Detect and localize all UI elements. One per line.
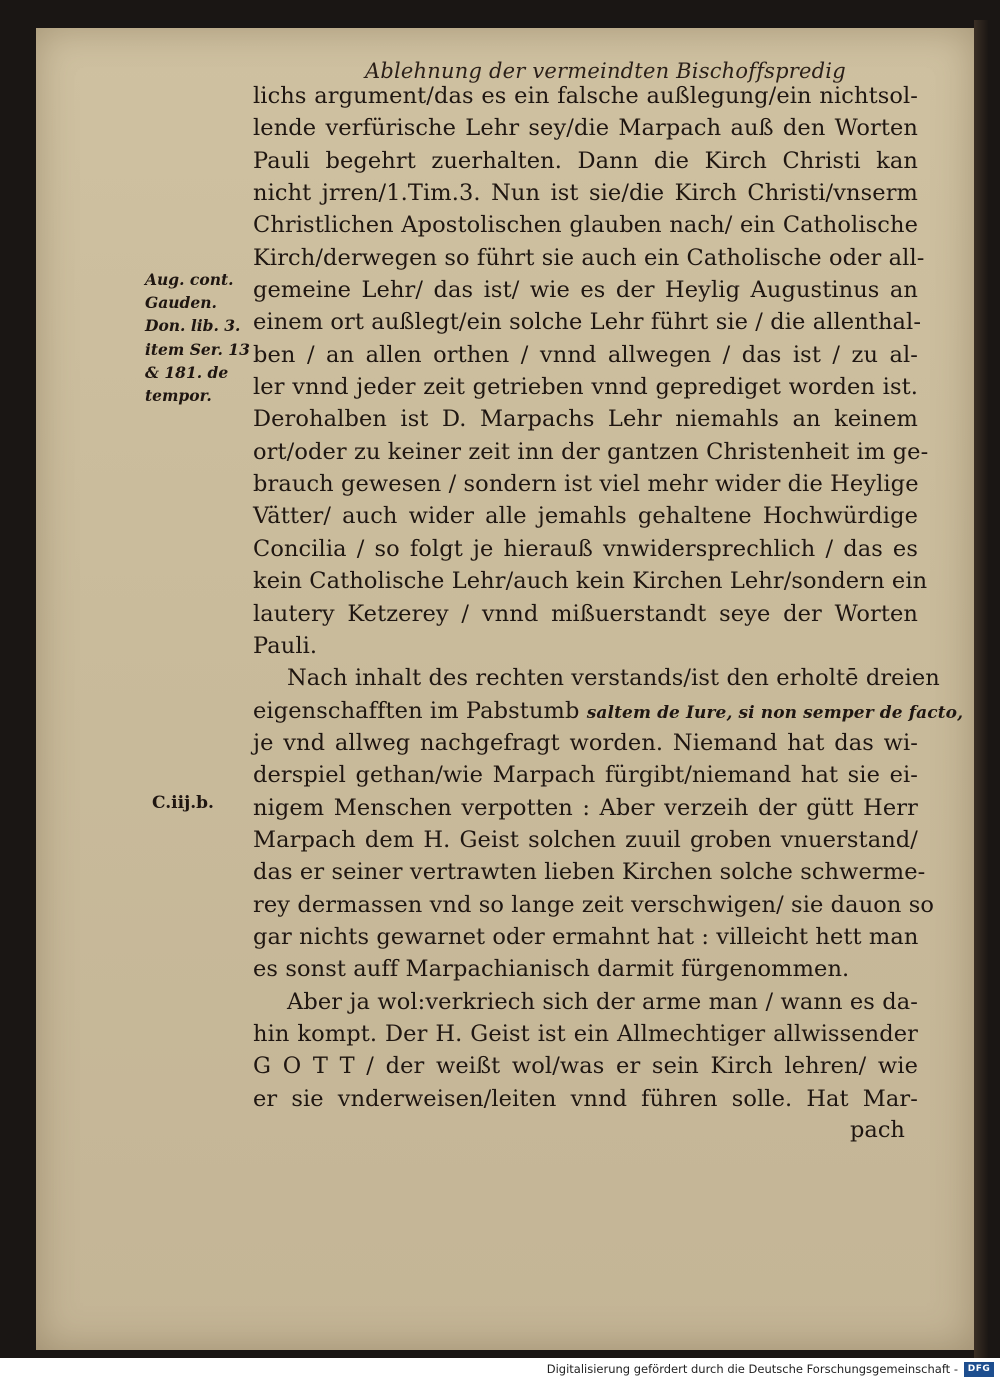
text-line: einem ort außlegt/ein solche Lehr führt sie / die allenthal- <box>253 309 922 336</box>
text-line-with-latin <box>253 695 964 727</box>
body-text <box>253 80 964 1115</box>
text-line: kein Catholische Lehr/auch kein Kirchen Lehr/sondern ein <box>253 568 928 595</box>
footer-bar <box>0 1358 1000 1381</box>
text-line: Christlichen Apostolischen glauben nach/ ein Catholische <box>253 212 918 239</box>
text-line: Derohalben ist D. Marpachs Lehr niemahls an keinem <box>253 406 918 433</box>
text-line: rey dermassen vnd so lange zeit verschwigen/ sie dauon so <box>253 891 935 918</box>
text-line: Kirch/derwegen so führt sie auch ein Catholische oder all- <box>253 244 925 271</box>
margin-note: tempor. <box>145 385 212 405</box>
text-line: lichs argument/das es ein falsche außlegung/ein nichtsol- <box>253 83 918 109</box>
text-line: Pauli. <box>253 632 318 659</box>
text-line: Pauli begehrt zuerhalten. Dann die Kirch Christi kan <box>253 147 918 174</box>
text-line: Nach inhalt des rechten verstands/ist den erholtē dreien <box>287 665 940 692</box>
text-line: gar nichts gewarnet oder ermahnt hat : villeicht hett man <box>253 923 919 950</box>
text-line: derspiel gethan/wie Marpach fürgibt/niemand hat sie ei- <box>253 762 918 789</box>
text-line: er sie vnderweisen/leiten vnnd führen solle. Hat Mar- <box>253 1085 918 1112</box>
text-line: nicht jrren/1.Tim.3. Nun ist sie/die Kirch Christi/vnserm <box>253 180 918 207</box>
text-line: nigem Menschen verpotten : Aber verzeih der gütt Herr <box>253 794 918 821</box>
dfg-logo-icon: DFG <box>964 1362 994 1377</box>
text-line: ort/oder zu keiner zeit inn der gantzen Christenheit im ge- <box>253 438 929 465</box>
text-line: Aber ja wol:verkriech sich der arme man / wann es da- <box>287 988 918 1015</box>
signature-mark: C.iij.b. <box>152 793 214 813</box>
text-line: ler vnnd jeder zeit getrieben vnnd geprediget worden ist. <box>253 374 918 401</box>
text-line: Vätter/ auch wider alle jemahls gehaltene Hochwürdige <box>253 503 918 530</box>
catchword: pach <box>850 1117 905 1143</box>
margin-note: Gauden. <box>145 293 217 313</box>
text-line: brauch gewesen / sondern ist viel mehr wider die Heylige <box>253 471 919 498</box>
text-line: das er seiner vertrawten lieben Kirchen solche schwerme- <box>253 859 926 886</box>
text-line: Marpach dem H. Geist solchen zuuil groben vnuerstand/ <box>253 826 918 853</box>
running-head: Ablehnung der vermeindten Bischoffspredig <box>365 59 846 83</box>
text-line: je vnd allweg nachgefragt worden. Niemand hat das wi- <box>253 729 918 756</box>
text-line: es sonst auff Marpachianisch darmit fürgenommen. <box>253 956 850 983</box>
text-line: G O T T / der weißt wol/was er sein Kirch lehren/ wie <box>253 1053 918 1080</box>
text-line: hin kompt. Der H. Geist ist ein Allmechtiger allwissender <box>253 1020 918 1047</box>
latin-phrase: saltem de Iure, si non semper de facto, <box>586 702 964 723</box>
margin-note: Don. lib. 3. <box>145 316 241 336</box>
text-line: lende verfürische Lehr sey/die Marpach auß den Worten <box>253 115 918 142</box>
text-fragment: eigenschafften im Pabstumb <box>253 697 580 724</box>
margin-notes <box>145 268 253 407</box>
funding-notice: Digitalisierung gefördert durch die Deutsche Forschungsgemeinschaft - <box>546 1362 958 1376</box>
margin-note: & 181. de <box>145 362 229 382</box>
text-line: Concilia / so folgt je hierauß vnwidersprechlich / das es <box>253 535 918 562</box>
page-edge-shadow <box>974 20 988 1360</box>
text-line: lautery Ketzerey / vnnd mißuerstandt seye der Worten <box>253 600 918 627</box>
margin-note: item Ser. 13 <box>145 339 250 359</box>
margin-note: Aug. cont. <box>145 270 234 289</box>
text-line: ben / an allen orthen / vnnd allwegen / das ist / zu al- <box>253 341 918 368</box>
text-line: gemeine Lehr/ das ist/ wie es der Heylig Augustinus an <box>253 277 918 304</box>
